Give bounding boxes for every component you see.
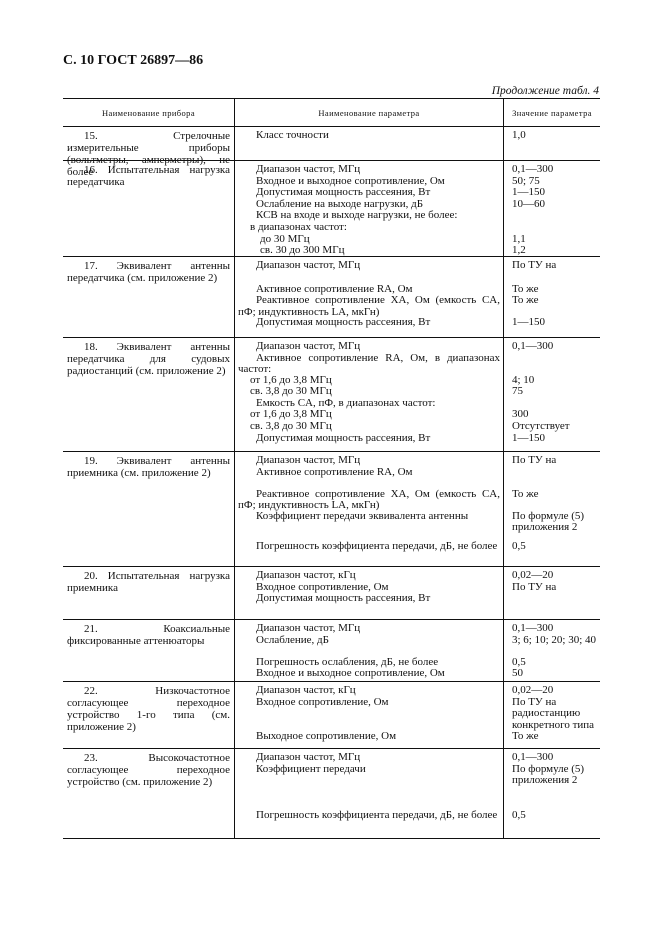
parameter-value [512,222,598,234]
parameter-value: По формуле (5) приложения 2 [512,763,585,787]
parameter-name: Реактивное сопротивление XA, Ом (емкость CA, пФ; индуктивность LA, мкГн) [238,295,500,318]
table-continuation-label: Продолжение табл. 4 [491,85,599,97]
value-cell [504,161,600,256]
parameter-name: Диапазон частот, МГц [256,260,361,271]
parameter-name: Активное сопротивление RA, Ом, в диапазонах частот: [238,352,500,375]
parameter-value [512,210,598,222]
parameter-name: Диапазон частот, кГц [256,570,356,581]
parameter-name: Активное сопротивление RA, Ом [256,283,413,295]
parameter-name: до 30 МГц [260,233,310,245]
parameter-value: 300 [512,409,529,421]
device-name: 15. Стрелочные измерительные приборы (вольтметры, амперметры), не более [67,130,230,178]
device-name: 17. Эквивалент антенны передатчика (см. приложение 2) [67,260,230,284]
value-cell [504,452,600,566]
parameter-value: То же [512,730,539,742]
parameters-table [63,98,600,839]
value-cell [504,127,600,160]
parameter-name: Входное сопротивление, Ом [256,581,389,593]
parameter-name: Активное сопротивление RA, Ом [256,466,413,478]
parameter-cell [235,452,504,566]
parameter-value: 1—150 [512,317,545,329]
parameter-value: 0,02—20 [512,685,554,696]
parameter-name: Ослабление на выходе нагрузки, дБ [256,198,424,210]
parameter-name: Диапазон частот, кГц [256,685,356,696]
parameter-name: Емкость CA, пФ, в диапазонах частот: [256,397,436,409]
parameter-name: в диапазонах частот: [250,221,347,233]
value-cell [504,338,600,451]
device-name-cell [63,620,235,681]
parameter-value: 1,0 [512,130,526,141]
parameter-cell [235,620,504,681]
parameter-value: То же [512,283,539,295]
parameter-cell [235,749,504,838]
parameter-value: По ТУ на [512,581,557,593]
column-header-parameter: Наименование параметра [235,99,504,126]
table-row [63,338,600,452]
parameter-value: 0,02—20 [512,570,554,581]
parameter-name: св. 3,8 до 30 МГц [250,420,332,432]
parameter-value: То же [512,295,539,307]
parameter-name: Диапазон частот, МГц [256,164,361,175]
value-cell [504,567,600,619]
device-name-cell [63,749,235,838]
device-name-cell [63,338,235,451]
parameter-name: Допустимая мощность рассеяния, Вт [256,317,431,329]
parameter-value: 50 [512,668,523,680]
parameter-value [512,272,598,284]
parameter-value: Отсутствует [512,420,570,432]
parameter-cell [235,567,504,619]
device-name: 23. Высокочастотное согласующее переходное устройство (см. приложение 2) [67,752,230,788]
table-row [63,567,600,620]
parameter-name: Погрешность ослабления, дБ, не более [256,656,439,668]
parameter-name: Реактивное сопротивление XA, Ом (емкость CA, пФ; индуктивность LA, мкГн) [238,488,500,511]
parameter-value: 1—150 [512,187,545,199]
parameter-value: 0,1—300 [512,752,554,763]
parameter-value: 0,1—300 [512,341,554,352]
device-name: 16. Испытательная нагрузка передатчика [67,164,230,188]
parameter-value: 0,5 [512,809,526,821]
parameter-value [512,593,598,605]
table-row [63,452,600,567]
parameter-value: То же [512,488,539,500]
parameter-value: 50; 75 [512,175,540,187]
parameter-name: КСВ на входе и выходе нагрузки, не более: [256,210,458,222]
device-name-cell [63,682,235,748]
parameter-name: Ослабление, дБ [256,634,329,646]
parameter-value: 1—150 [512,432,545,444]
parameter-value: 10—60 [512,198,545,210]
parameter-name: Допустимая мощность рассеяния, Вт [256,432,431,444]
parameter-value: 4; 10 [512,374,535,386]
parameter-value: По ТУ на [512,455,557,466]
parameter-value: 0,5 [512,540,526,552]
parameter-name: Диапазон частот, МГц [256,752,361,763]
parameter-cell [235,127,504,160]
parameter-name: Входное и выходное сопротивление, Ом [256,175,445,187]
parameter-value: 0,5 [512,656,526,668]
page-header: С. 10 ГОСТ 26897—86 [63,53,204,68]
table-row [63,161,600,257]
parameter-name: Погрешность коэффициента передачи, дБ, не более [256,809,498,821]
device-name-cell [63,257,235,337]
parameter-value: 1,1 [512,233,526,245]
parameter-value [512,398,598,410]
parameter-name: Погрешность коэффициента передачи, дБ, не более [256,540,498,552]
parameter-value: 75 [512,386,523,398]
parameter-name: от 1,6 до 3,8 МГц [250,409,332,421]
parameter-name: Выходное сопротивление, Ом [256,730,397,742]
device-name: 18. Эквивалент антенны передатчика для судовых радиостанций (см. приложение 2) [67,341,230,377]
parameter-cell [235,161,504,256]
table-row [63,257,600,338]
parameter-name: Коэффициент передачи [256,763,366,775]
parameter-name: Входное и выходное сопротивление, Ом [256,668,445,680]
device-name: 19. Эквивалент антенны приемника (см. приложение 2) [67,455,230,479]
parameter-name: Коэффициент передачи эквивалента антенны [256,510,469,522]
table-row [63,682,600,749]
parameter-value: 0,1—300 [512,164,554,175]
parameter-name: Диапазон частот, МГц [256,623,361,634]
value-cell [504,257,600,337]
value-cell [504,749,600,838]
parameter-value [512,467,598,489]
table-header [63,98,600,127]
parameter-cell [235,257,504,337]
parameter-value: По ТУ на [512,260,557,271]
table-row [63,749,600,839]
parameter-name [238,272,500,284]
parameter-value: 0,1—300 [512,623,554,634]
parameter-cell [235,682,504,748]
device-name-cell [63,161,235,256]
parameter-name: св. 30 до 300 МГц [260,245,345,257]
parameter-name: Допустимая мощность рассеяния, Вт [256,593,431,605]
parameter-name: Класс точности [256,130,329,141]
parameter-value: По формуле (5) приложения 2 [512,510,585,534]
value-cell [504,620,600,681]
parameter-cell [235,338,504,451]
device-name-cell [63,452,235,566]
parameter-value: По ТУ на радиостанцию конкретного типа [512,696,595,731]
column-header-device: Наименование прибора [63,99,235,126]
parameter-name: Допустимая мощность рассеяния, Вт [256,187,431,199]
column-header-value: Значение параметра [512,107,592,118]
parameter-value: 3; 6; 10; 20; 30; 40 [512,634,597,646]
parameter-value: 1,2 [512,245,526,257]
device-name: 20. Испытательная нагрузка приемника [67,570,230,594]
parameter-name: Диапазон частот, МГц [256,341,361,352]
parameter-value [512,353,598,375]
parameter-name: Диапазон частот, МГц [256,455,361,466]
parameter-name: от 1,6 до 3,8 МГц [250,374,332,386]
table-row [63,620,600,682]
device-name-cell [63,567,235,619]
device-name: 21. Коаксиальные фиксированные аттенюаторы [67,623,230,647]
device-name: 22. Низкочастотное согласующее переходное устройство 1-го типа (см. приложение 2) [67,685,230,733]
parameter-name: св. 3,8 до 30 МГц [250,386,332,398]
value-cell [504,682,600,748]
parameter-name: Входное сопротивление, Ом [256,696,389,708]
